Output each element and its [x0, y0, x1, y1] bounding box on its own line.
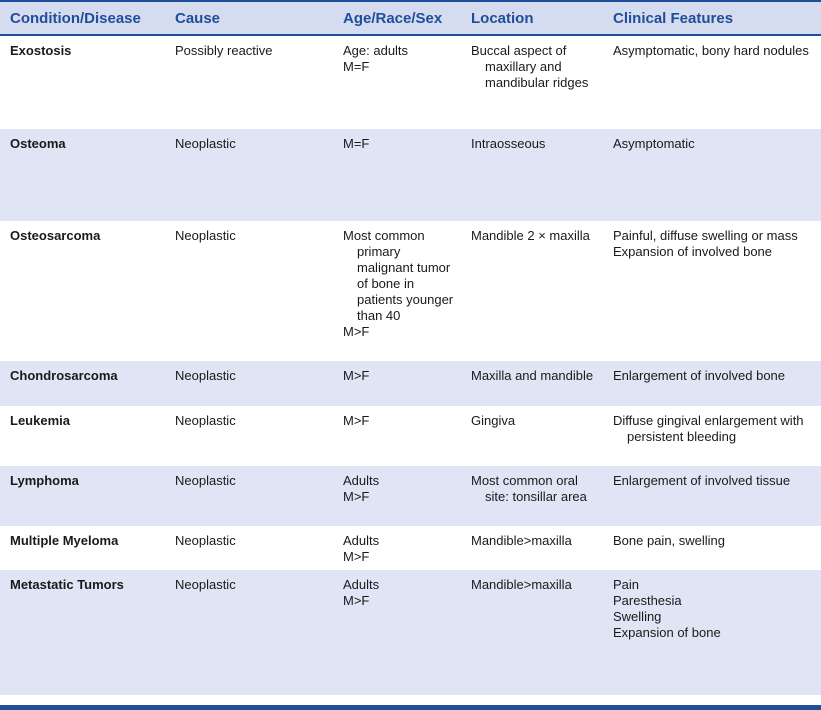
cell-location-line: Maxilla and mandible — [471, 368, 594, 383]
cell-condition: Leukemia — [0, 406, 165, 466]
cell-clinical-features — [603, 466, 821, 526]
cell-location — [461, 361, 603, 406]
cell-location-line: Most common oral site: tonsillar area — [471, 473, 587, 504]
table-row — [0, 35, 821, 129]
cell-cause: Neoplastic — [165, 221, 333, 361]
cell-age-race-sex — [333, 466, 461, 526]
table-row — [0, 526, 821, 570]
cell-clinical-features-line: Asymptomatic — [613, 136, 695, 151]
cell-age-race-sex — [333, 35, 461, 129]
cell-location — [461, 466, 603, 526]
header-age-race-sex: Age/Race/Sex — [333, 2, 461, 35]
cell-age-race-sex-line: M=F — [343, 59, 370, 74]
cell-age-race-sex — [333, 570, 461, 695]
cell-cause: Neoplastic — [165, 570, 333, 695]
cell-clinical-features-line: Enlargement of involved bone — [613, 368, 786, 383]
cell-clinical-features — [603, 221, 821, 361]
header-cause: Cause — [165, 2, 333, 35]
cell-age-race-sex-line: M>F — [343, 549, 370, 564]
table-body — [0, 35, 821, 695]
cell-clinical-features-line: Swelling — [613, 609, 662, 624]
cell-age-race-sex-line: Adults — [343, 577, 380, 592]
cell-condition: Osteosarcoma — [0, 221, 165, 361]
cell-clinical-features-line: Asymptomatic, bony hard nodules — [613, 43, 809, 58]
cell-condition: Exostosis — [0, 35, 165, 129]
cell-clinical-features-line: Expansion of involved bone — [613, 244, 773, 259]
cell-clinical-features — [603, 361, 821, 406]
cell-clinical-features — [603, 526, 821, 570]
cell-clinical-features-line: Pain — [613, 577, 640, 592]
table-row — [0, 466, 821, 526]
cell-location — [461, 570, 603, 695]
cell-clinical-features — [603, 406, 821, 466]
cell-location-line: Gingiva — [471, 413, 516, 428]
header-condition: Condition/Disease — [0, 2, 165, 35]
cell-age-race-sex — [333, 526, 461, 570]
cell-clinical-features-line: Painful, diffuse swelling or mass — [613, 228, 798, 243]
cell-location — [461, 35, 603, 129]
cell-age-race-sex-line: M=F — [343, 136, 370, 151]
cell-cause: Neoplastic — [165, 526, 333, 570]
cell-age-race-sex — [333, 361, 461, 406]
cell-location — [461, 526, 603, 570]
cell-age-race-sex — [333, 406, 461, 466]
table-row — [0, 129, 821, 221]
cell-cause: Neoplastic — [165, 466, 333, 526]
cell-location-line: Intraosseous — [471, 136, 546, 151]
cell-clinical-features-line: Bone pain, swelling — [613, 533, 726, 548]
cell-age-race-sex-line: M>F — [343, 593, 370, 608]
cell-cause: Neoplastic — [165, 361, 333, 406]
table-row — [0, 570, 821, 695]
cell-cause: Neoplastic — [165, 129, 333, 221]
cell-cause: Possibly reactive — [165, 35, 333, 129]
cell-location-line: Mandible 2 × maxilla — [471, 228, 590, 243]
cell-clinical-features-line: Enlargement of involved tissue — [613, 473, 791, 488]
cell-age-race-sex — [333, 221, 461, 361]
cell-location-line: Mandible>maxilla — [471, 577, 572, 592]
cell-location-line: Buccal aspect of maxillary and mandibular ridges — [471, 43, 589, 90]
cell-clinical-features — [603, 570, 821, 695]
cell-condition: Metastatic Tumors — [0, 570, 165, 695]
cell-age-race-sex-line: M>F — [343, 489, 370, 504]
cell-condition: Osteoma — [0, 129, 165, 221]
cell-age-race-sex-line: Age: adults — [343, 43, 409, 58]
cell-location — [461, 406, 603, 466]
cell-condition: Chondrosarcoma — [0, 361, 165, 406]
cell-clinical-features-line: Paresthesia — [613, 593, 682, 608]
header-clinical-features: Clinical Features — [603, 2, 821, 35]
cell-age-race-sex — [333, 129, 461, 221]
cell-age-race-sex-line: M>F — [343, 324, 370, 339]
header-row — [0, 2, 821, 35]
table-row — [0, 406, 821, 466]
cell-clinical-features-line: Expansion of bone — [613, 625, 721, 640]
cell-clinical-features — [603, 129, 821, 221]
table-row — [0, 361, 821, 406]
bone-lesions-table — [0, 2, 821, 695]
cell-condition: Multiple Myeloma — [0, 526, 165, 570]
cell-clinical-features-line: Diffuse gingival enlargement with persistent bleeding — [613, 413, 804, 444]
table-row — [0, 221, 821, 361]
cell-age-race-sex-line: Adults — [343, 533, 380, 548]
cell-age-race-sex-line: Adults — [343, 473, 380, 488]
cell-clinical-features — [603, 35, 821, 129]
cell-cause: Neoplastic — [165, 406, 333, 466]
cell-condition: Lymphoma — [0, 466, 165, 526]
cell-location — [461, 129, 603, 221]
table-header — [0, 2, 821, 35]
cell-age-race-sex-line: M>F — [343, 368, 370, 383]
header-location: Location — [461, 2, 603, 35]
cell-age-race-sex-line: Most common primary malignant tumor of bone in patients younger than 40 — [343, 228, 454, 323]
cell-location — [461, 221, 603, 361]
cell-age-race-sex-line: M>F — [343, 413, 370, 428]
cell-location-line: Mandible>maxilla — [471, 533, 572, 548]
